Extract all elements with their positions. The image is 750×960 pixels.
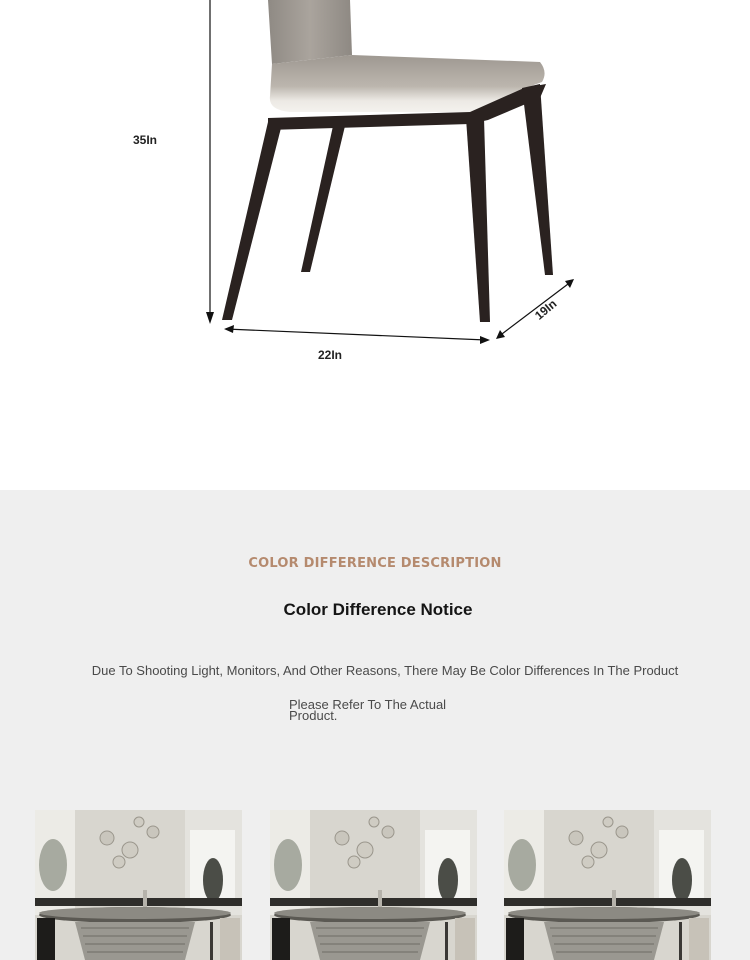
chair-leg-back-left: [301, 126, 345, 272]
depth-arrowhead-bottom: [496, 330, 505, 339]
notice-description: Due To Shooting Light, Monitors, And Other Reasons, There May Be Color Differences In The Product: [91, 663, 679, 678]
width-dimension-line: [226, 329, 486, 340]
notice-description-continued: Please Refer To The Actual Product.: [289, 697, 447, 723]
height-arrowhead: [206, 312, 214, 324]
depth-dimension-label: 19In: [532, 296, 560, 323]
section-heading: COLOR DIFFERENCE DESCRIPTION: [248, 556, 502, 571]
product-photo: [270, 810, 477, 960]
chair-leg-front-right: [466, 118, 490, 322]
product-photo: [35, 810, 242, 960]
chair-backrest: [268, 0, 352, 64]
product-photo: [504, 810, 711, 960]
height-dimension-label: 35In: [133, 133, 158, 147]
depth-arrowhead-top: [565, 279, 574, 288]
width-arrowhead-right: [480, 336, 490, 344]
color-difference-section: [0, 490, 750, 960]
width-dimension-label: 22In: [318, 348, 343, 362]
chair-leg-front-left: [222, 122, 282, 320]
chair-leg-back-right: [522, 84, 553, 275]
width-arrowhead-left: [224, 325, 234, 333]
notice-title: Color Difference Notice: [283, 600, 473, 619]
